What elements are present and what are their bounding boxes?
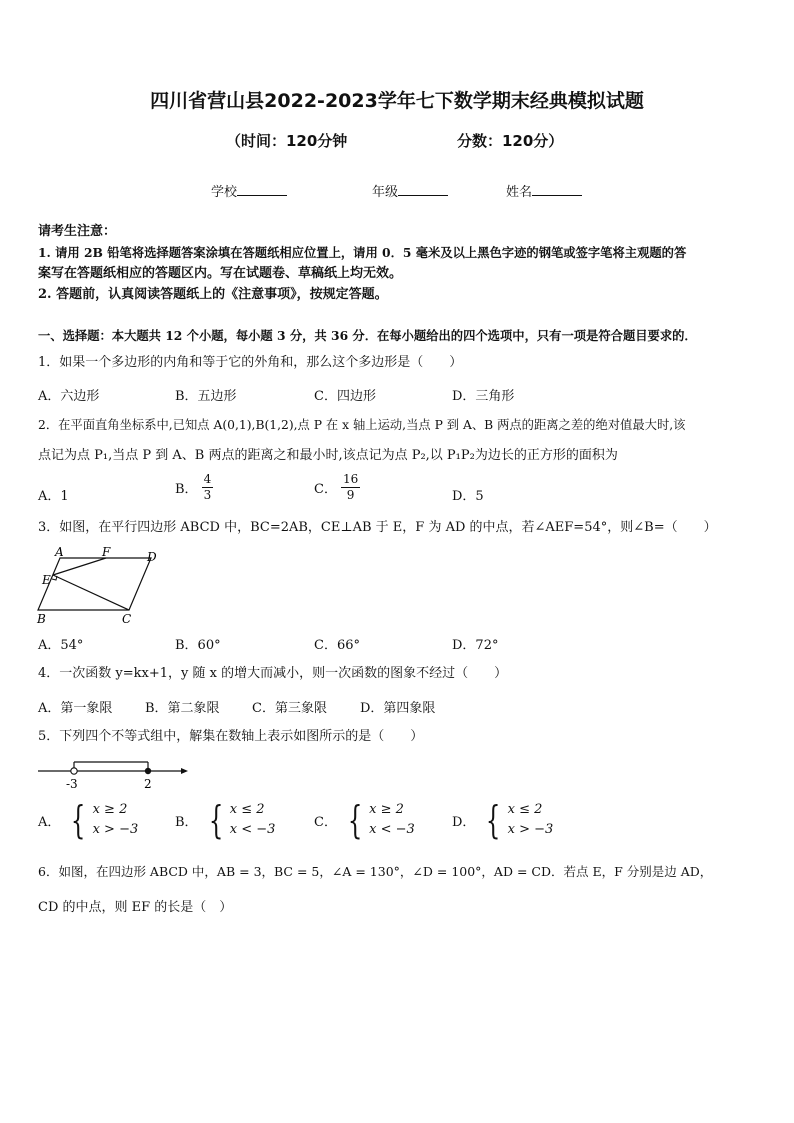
fraction-denominator: 9 (346, 488, 355, 502)
q4-option-a: A．第一象限 (38, 701, 113, 716)
q5-stem: 5．下列四个不等式组中，解集在数轴上表示如图所示的是（ ） (38, 729, 424, 744)
q5-option-b (175, 800, 275, 840)
q3-option-d: D．72° (452, 638, 499, 653)
filled-dot-icon (145, 768, 151, 774)
fraction-numerator: 4 (203, 472, 212, 486)
q4-option-c: C．第三象限 (252, 701, 327, 716)
brace-icon: { (71, 798, 86, 842)
notice-heading: 请考生注意： (38, 224, 117, 239)
exam-time: （时间：120分钟 (226, 132, 348, 150)
notice-item2: 2. 答题前，认真阅读答题纸上的《注意事项》，按规定答题。 (38, 287, 388, 302)
parallelogram-abcd (38, 558, 151, 610)
label-f: F (102, 545, 111, 559)
q1-option-b: B．五边形 (175, 389, 237, 404)
q4-option-d: D．第四象限 (360, 701, 436, 716)
grade-blank (398, 183, 448, 196)
q3-parallelogram-figure (34, 545, 164, 627)
q5-option-d (452, 800, 553, 840)
open-dot-icon (71, 768, 77, 774)
exam-score: 分数：120分） (457, 132, 564, 150)
q2-option-c-fraction (341, 472, 360, 503)
q2-option-a: A．1 (38, 489, 69, 504)
q1-option-d: D．三角形 (452, 389, 515, 404)
axis-label-2: 2 (144, 777, 152, 791)
q5-option-c-row2: x < −3 (369, 822, 415, 837)
q2-option-b (175, 472, 213, 503)
exam-title: 四川省营山县2022-2023学年七下数学期末经典模拟试题 (150, 90, 644, 112)
q6-line1: 6．如图，在四边形 ABCD 中，AB = 3，BC = 5，∠A = 130°，∠D = 100°，AD = CD．若点 E，F 分别是边 AD， (38, 864, 713, 879)
segment-ef (53, 558, 106, 575)
arrow-right-icon (181, 768, 188, 774)
segment-ce (53, 575, 129, 610)
school-field (211, 181, 287, 200)
q1-option-a: A．六边形 (38, 389, 100, 404)
q4-option-b: B．第二象限 (145, 701, 220, 716)
label-b: B (37, 612, 46, 626)
grade-label: 年级 (372, 185, 399, 200)
fraction-denominator: 3 (203, 488, 212, 502)
notice-item1-line1: 1. 请用 2B 铅笔将选择题答案涂填在答题纸相应位置上，请用 0．5 毫米及以上黑色字迹的钢笔或签字笔将主观题的答 (38, 245, 687, 260)
q1-stem: 1．如果一个多边形的内角和等于它的外角和，那么这个多边形是（ ） (38, 355, 463, 370)
q2-option-c-label: C． (314, 482, 337, 497)
q2-option-b-label: B． (175, 482, 198, 497)
section1-heading: 一、选择题：本大题共 12 个小题，每小题 3 分，共 36 分．在每小题给出的四个选项中，只有一项是符合题目要求的． (38, 328, 697, 343)
q3-option-c: C．66° (314, 638, 360, 653)
brace-icon: { (208, 798, 223, 842)
q5-option-b-row1: x ≤ 2 (229, 802, 265, 817)
q5-option-c-label: C． (314, 814, 337, 830)
q5-option-a-label: A． (38, 814, 61, 830)
q2-option-c (314, 472, 360, 503)
q5-option-d-row2: x > −3 (507, 822, 554, 837)
q5-option-c-row1: x ≥ 2 (369, 802, 404, 817)
brace-icon: { (347, 798, 363, 842)
q1-option-c: C．四边形 (314, 389, 376, 404)
q5-option-b-row2: x < −3 (229, 822, 276, 837)
q3-stem: 3．如图，在平行四边形 ABCD 中，BC=2AB，CE⊥AB 于 E，F 为 AD 的中点，若∠AEF=54°，则∠B=（ ） (38, 520, 717, 535)
fraction-numerator: 16 (342, 472, 359, 486)
q5-option-c (314, 800, 415, 840)
q5-option-d-row1: x ≤ 2 (507, 802, 543, 817)
brace-icon: { (486, 798, 501, 842)
school-label: 学校 (211, 185, 238, 200)
school-blank (237, 183, 287, 196)
q4-stem: 4．一次函数 y=kx+1，y 随 x 的增大而减小，则一次函数的图象不经过（ ） (38, 666, 508, 681)
label-d: D (147, 550, 157, 564)
q5-option-d-label: D． (452, 814, 476, 830)
q5-number-line (36, 755, 192, 793)
label-c: C (122, 612, 132, 626)
q2-line1: 2．在平面直角坐标系中,已知点 A(0,1),B(1,2),点 P 在 x 轴上运动,当点 P 到 A、B 两点的距离之差的绝对值最大时,该 (38, 418, 686, 432)
q5-option-a-row2: x > −3 (92, 822, 139, 837)
axis-label-minus3: -3 (66, 777, 78, 791)
q2-option-b-fraction (202, 472, 214, 503)
label-a: A (55, 545, 64, 559)
q5-option-b-label: B． (175, 814, 198, 830)
q5-option-a (38, 800, 138, 840)
notice-item1-line2: 案写在答题纸相应的答题区内。写在试题卷、草稿纸上均无效。 (38, 266, 403, 281)
q3-option-a: A．54° (38, 638, 84, 653)
label-e: E (42, 573, 51, 587)
q2-line2: 点记为点 P₁,当点 P 到 A、B 两点的距离之和最小时,该点记为点 P₂,以 P₁P₂为边长的正方形的面积为 (38, 448, 618, 463)
grade-field (372, 181, 448, 200)
q6-line2: CD 的中点，则 EF 的长是（ ） (38, 900, 233, 915)
q2-option-d: D．5 (452, 489, 484, 504)
q5-option-a-row1: x ≥ 2 (92, 802, 128, 817)
q3-option-b: B．60° (175, 638, 221, 653)
name-label: 姓名 (506, 185, 533, 200)
name-blank (532, 183, 582, 196)
name-field (506, 181, 582, 200)
